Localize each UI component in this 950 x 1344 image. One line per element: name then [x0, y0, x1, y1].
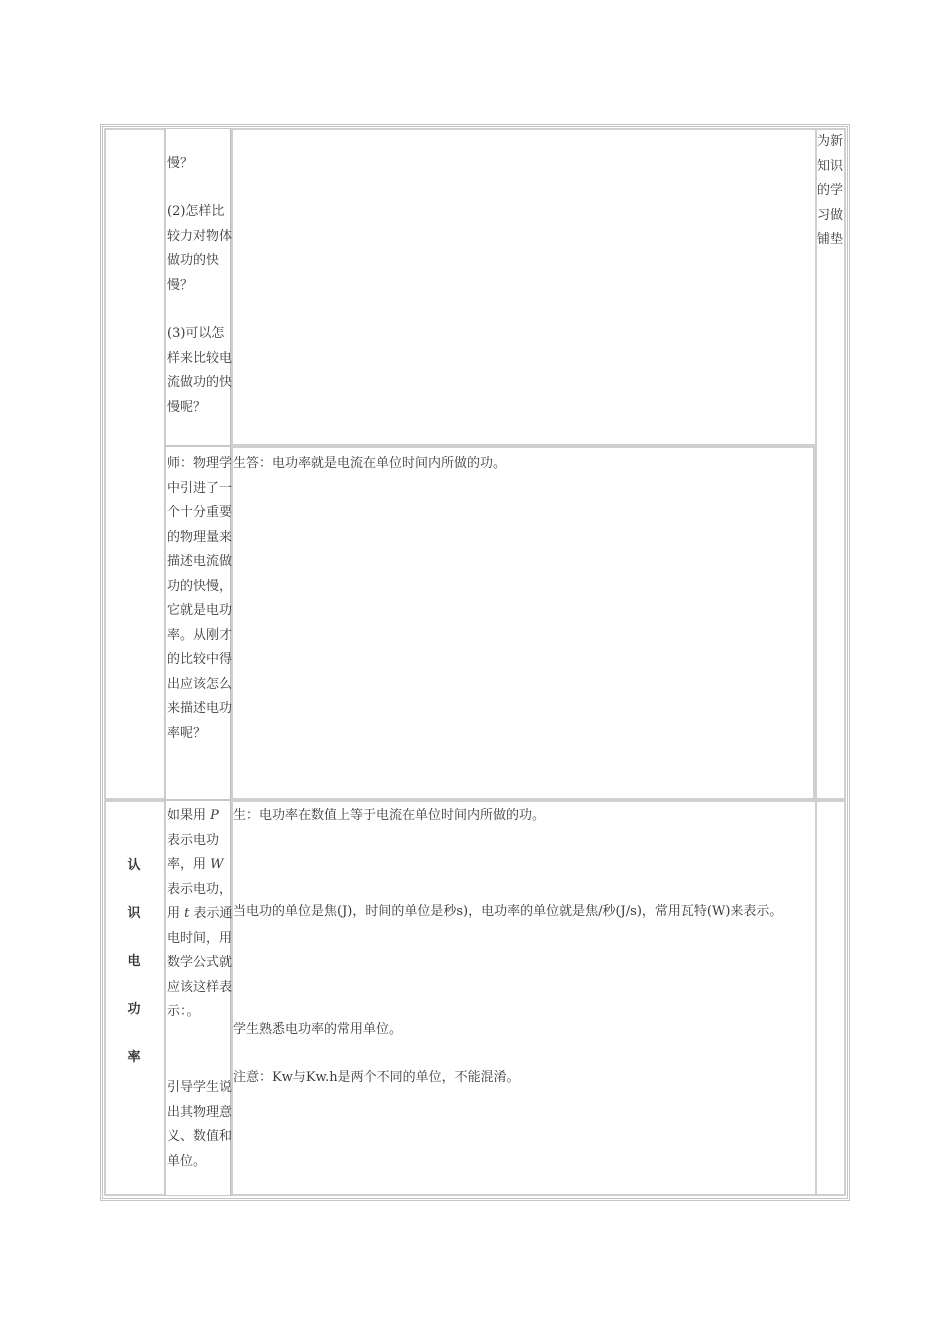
row2-teacher-text: 师：物理学中引进了一个十分重要的物理量来描述电流做功的快慢，它就是电功率。从刚才的比较中得出应该怎么来描述电功率呢？: [167, 456, 233, 741]
section-title-char-2: 识: [127, 906, 141, 921]
row3-col3: [231, 800, 817, 1196]
row3-guide-text: 引导学生说出其物理意义、数值和单位。: [167, 1080, 233, 1169]
section-title-char-3: 电: [127, 954, 141, 969]
row3-formula-intro: 如果用 P 表示电功率，用 W 表示电功，用 t 表示通电时间，用数学公式就应该这样表示：。: [167, 808, 233, 1019]
section-title-char-1: 认: [127, 858, 141, 873]
row3-student-answer: 生：电功率在数值上等于电流在单位时间内所做的功。: [233, 808, 546, 823]
row3-note: 注意：Kw与Kw.h是两个不同的单位，不能混淆。: [233, 1070, 520, 1085]
row2-col3: [231, 446, 815, 800]
section-title-char-5: 率: [127, 1050, 141, 1065]
row1-question-end: 慢？: [167, 156, 194, 171]
row1-col3: [231, 128, 817, 446]
row3-col4: [815, 800, 846, 1196]
row3-unit-explanation: 当电功的单位是焦(J)，时间的单位是秒s)，电功率的单位就是焦/秒(J/s)，常用瓦特(W)来表示。: [233, 904, 783, 919]
row2-student-answer: 生答：电功率就是电流在单位时间内所做的功。: [233, 456, 507, 471]
row1-col1: [104, 128, 166, 800]
row3-familiar-units: 学生熟悉电功率的常用单位。: [233, 1022, 403, 1037]
row1-question-2: (2)怎样比较力对物体做功的快慢？: [167, 204, 233, 293]
row1-question-3: (3)可以怎样来比较电流做功的快慢呢？: [167, 326, 233, 415]
row1-design-note: 为新知识的学习做铺垫: [817, 134, 844, 247]
section-title-char-4: 功: [127, 1002, 141, 1017]
